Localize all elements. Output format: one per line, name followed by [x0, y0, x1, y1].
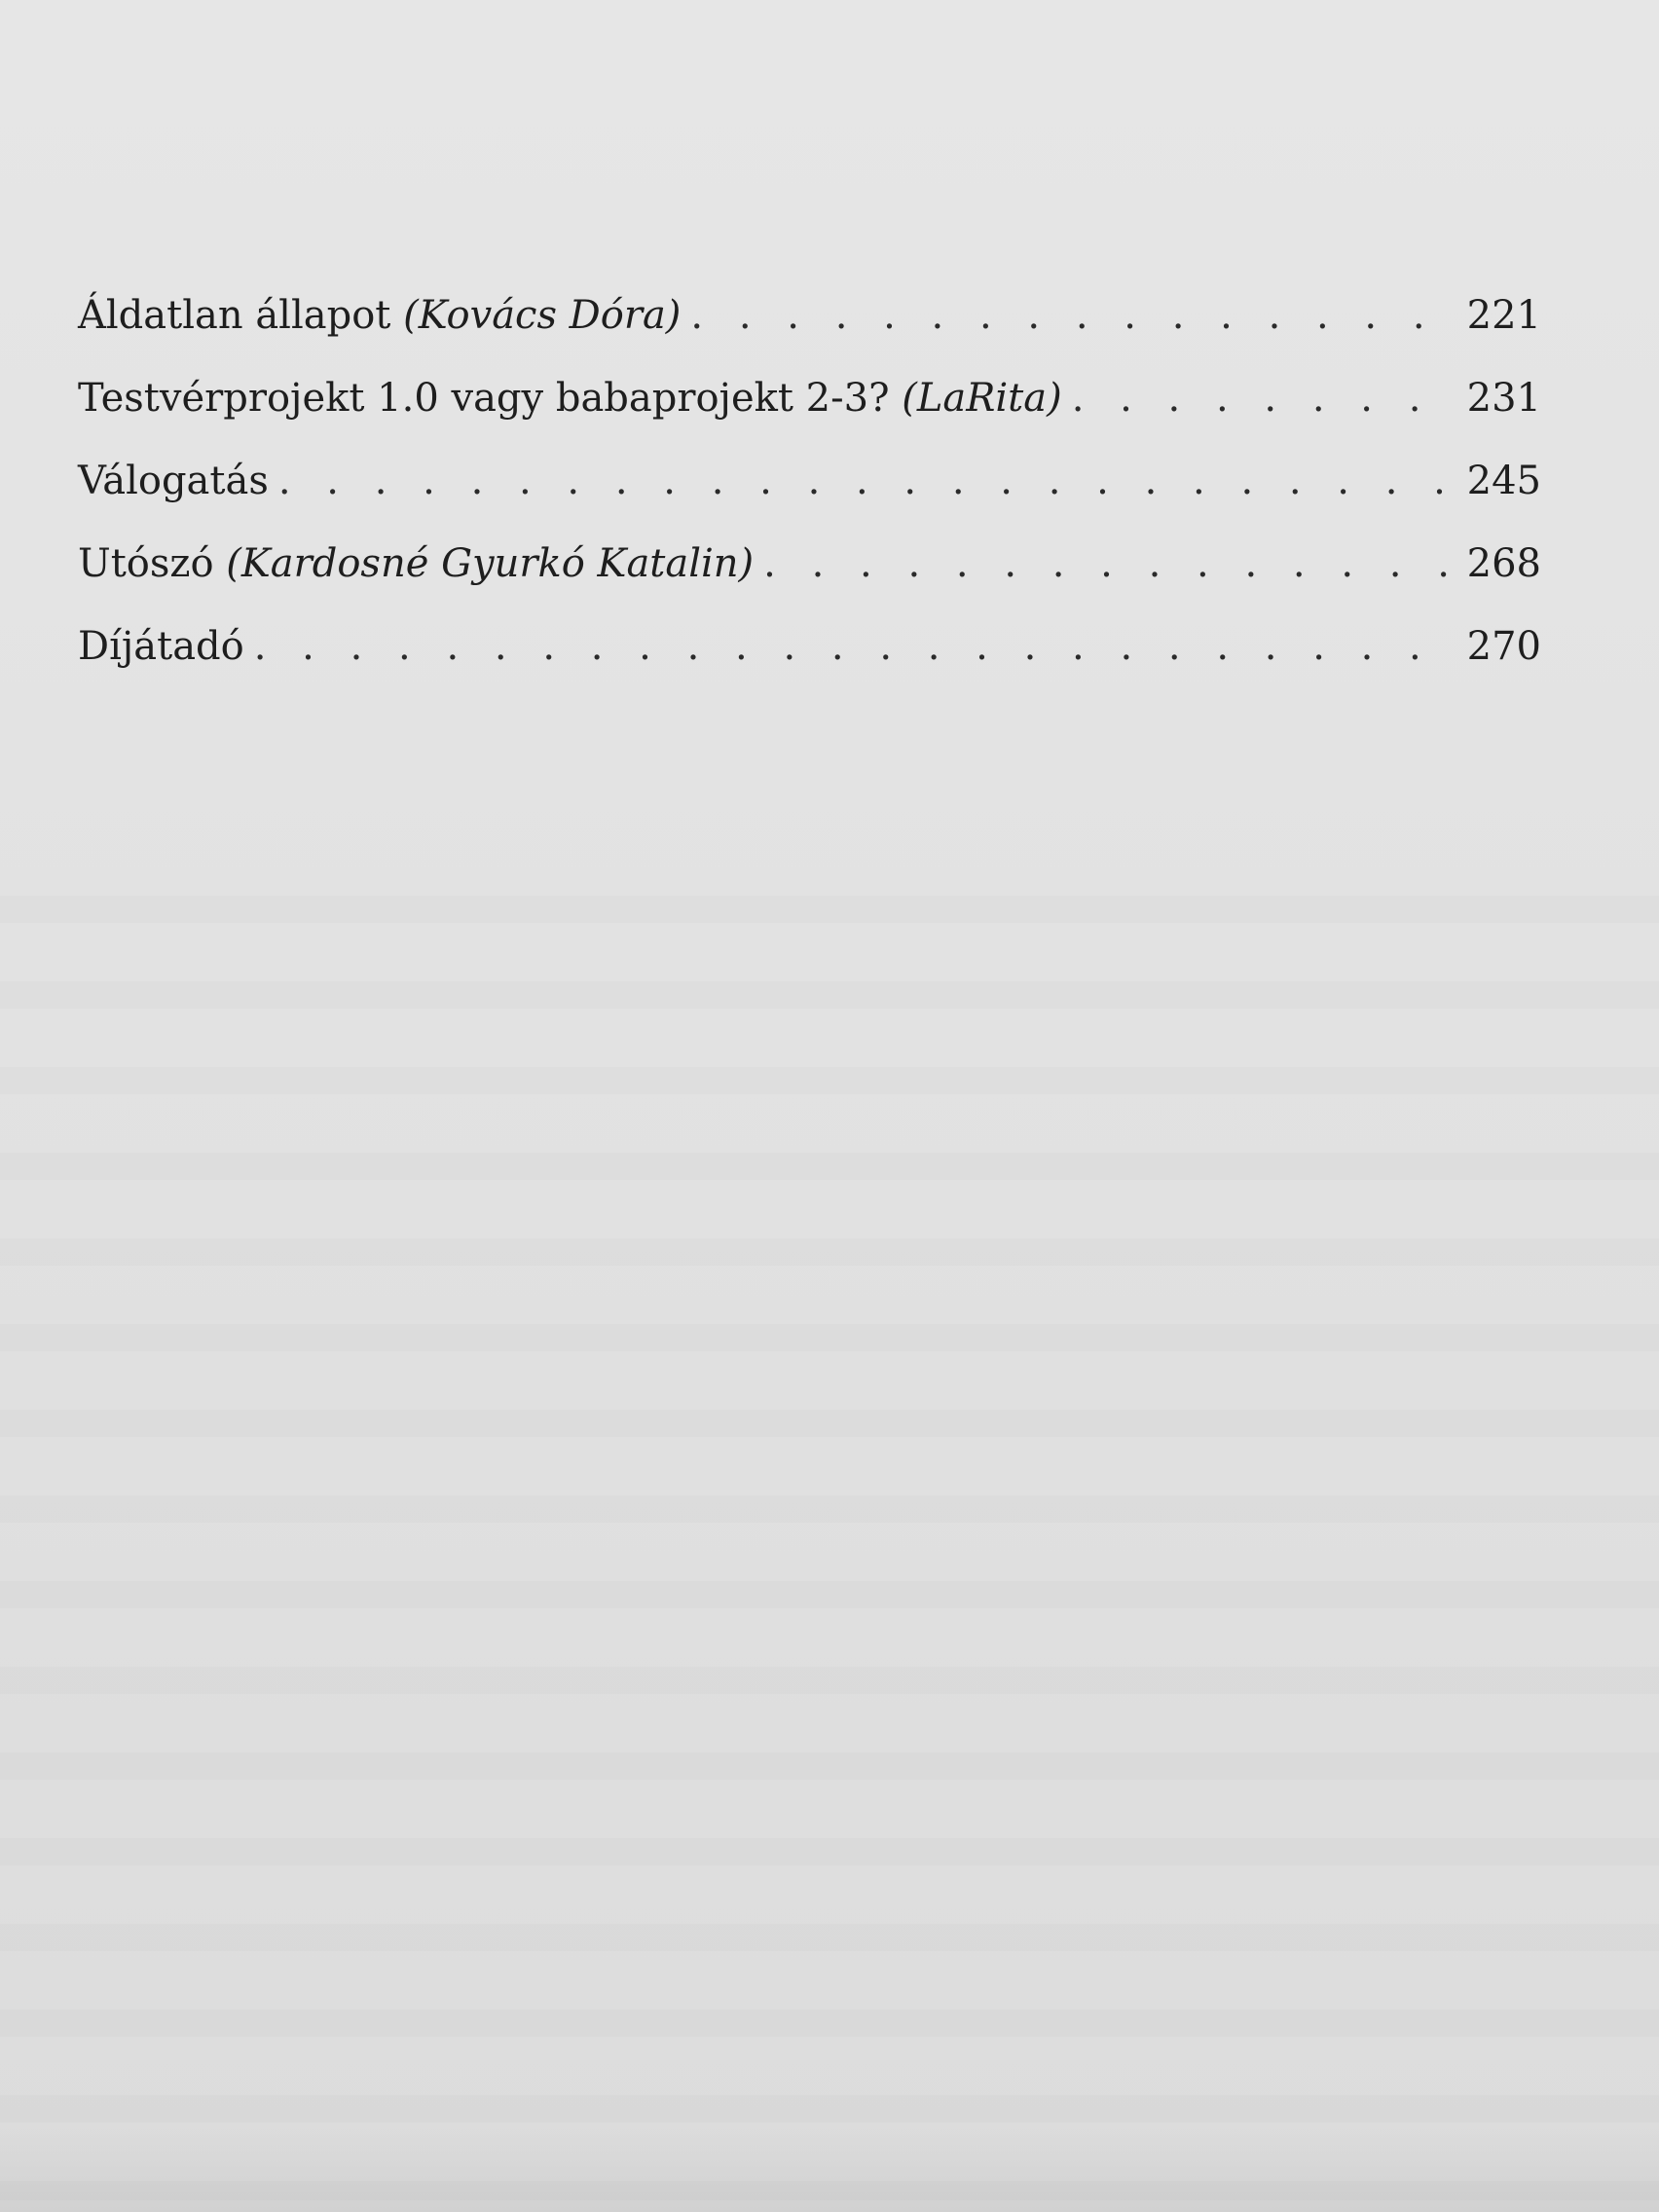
toc-entry [78, 606, 1541, 688]
dot-leader [278, 440, 1457, 523]
toc-entry-page-number: 268 [1466, 541, 1541, 586]
page-bottom-shadow [0, 2122, 1659, 2212]
dot-leader [254, 606, 1457, 688]
toc-entry [78, 440, 1541, 523]
dot-leader [763, 523, 1456, 606]
toc-entry-title-text: Válogatás [78, 459, 269, 503]
toc-entry-title [78, 357, 1062, 440]
toc-entry-page-number: 245 [1466, 459, 1541, 503]
toc-entry-title [78, 440, 269, 523]
dot-leader [1072, 357, 1457, 440]
toc-entry-author: (LaRita) [902, 376, 1062, 421]
show-through-background [0, 837, 1659, 2200]
table-of-contents [78, 275, 1541, 688]
toc-entry [78, 357, 1541, 440]
toc-entry [78, 523, 1541, 606]
toc-entry-title-text: Díjátadó [78, 624, 244, 669]
toc-entry-page-number: 221 [1466, 293, 1541, 338]
toc-entry-title-text: Testvérprojekt 1.0 vagy babaprojekt 2-3? [78, 376, 903, 421]
toc-entry-title-text: Utószó [78, 541, 227, 586]
toc-entry-title-text: Áldatlan állapot [78, 293, 404, 338]
toc-entry-author: (Kardosné Gyurkó Katalin) [226, 541, 755, 586]
toc-entry [78, 275, 1541, 357]
dot-leader [690, 275, 1456, 357]
toc-entry-author: (Kovács Dóra) [403, 293, 682, 338]
toc-entry-page-number: 231 [1466, 376, 1541, 421]
toc-entry-title [78, 606, 244, 688]
toc-entry-title [78, 523, 754, 606]
toc-entry-title [78, 275, 681, 357]
toc-entry-page-number: 270 [1466, 624, 1541, 669]
